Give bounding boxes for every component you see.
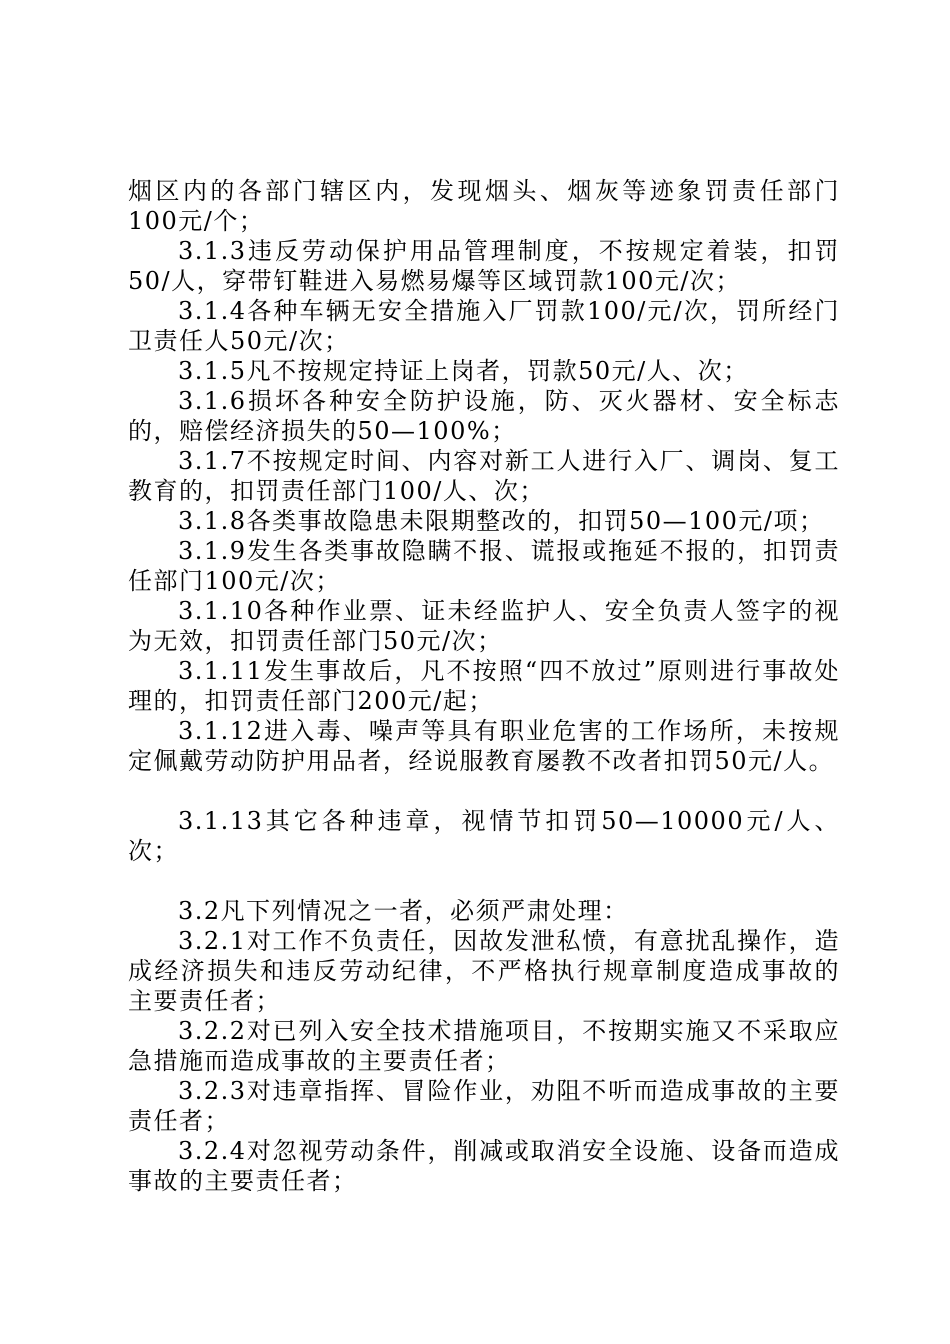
paragraph-3-1-8: 3.1.8各类事故隐患未限期整改的，扣罚50—100元/项； — [178, 507, 825, 535]
document-body — [128, 176, 840, 1196]
paragraph-3-1-3: 3.1.3违反劳动保护用品管理制度，不按规定着装，扣罚50/人，穿带钉鞋进入易燃易爆等区域罚款100元/次； — [128, 237, 840, 295]
paragraph-3-1-10: 3.1.10各种作业票、证未经监护人、安全负责人签字的视为无效，扣罚责任部门50元/次； — [128, 597, 840, 655]
paragraph-3-1-7: 3.1.7不按规定时间、内容对新工人进行入厂、调岗、复工教育的，扣罚责任部门100/人、次； — [128, 447, 840, 505]
paragraph-3-1-9: 3.1.9发生各类事故隐瞒不报、谎报或拖延不报的，扣罚责任部门100元/次； — [128, 537, 840, 595]
paragraph-3-1-5: 3.1.5凡不按规定持证上岗者，罚款50元/人、次； — [178, 357, 749, 385]
paragraph-3-2-4: 3.2.4对忽视劳动条件，削减或取消安全设施、设备而造成事故的主要责任者； — [128, 1137, 840, 1195]
paragraph-3-1-13: 3.1.13其它各种违章，视情节扣罚50—10000元/人、次； — [128, 807, 840, 865]
paragraph-3-1-11: 3.1.11发生事故后，凡不按照“四不放过”原则进行事故处理的，扣罚责任部门200元/起； — [128, 657, 840, 715]
paragraph-3-1-4: 3.1.4各种车辆无安全措施入厂罚款100/元/次，罚所经门卫责任人50元/次； — [128, 297, 840, 355]
paragraph-3-2-1: 3.2.1对工作不负责任，因故发泄私愤，有意扰乱操作，造成经济损失和违反劳动纪律，不严格执行规章制度造成事故的主要责任者； — [128, 927, 840, 1015]
paragraph-3-2-3: 3.2.3对违章指挥、冒险作业，劝阻不听而造成事故的主要责任者； — [128, 1077, 840, 1135]
paragraph-3-2-2: 3.2.2对已列入安全技术措施项目，不按期实施又不采取应急措施而造成事故的主要责任者； — [128, 1017, 840, 1075]
paragraph-continuation: 烟区内的各部门辖区内，发现烟头、烟灰等迹象罚责任部门100元/个； — [128, 177, 840, 235]
paragraph-3-1-6: 3.1.6损坏各种安全防护设施，防、灭火器材、安全标志的，赔偿经济损失的50—100%； — [128, 387, 840, 445]
paragraph-3-1-12: 3.1.12进入毒、噪声等具有职业危害的工作场所，未按规定佩戴劳动防护用品者，经说服教育屡教不改者扣罚50元/人。 — [128, 717, 840, 775]
paragraph-3-2: 3.2凡下列情况之一者，必须严肃处理： — [178, 897, 629, 925]
